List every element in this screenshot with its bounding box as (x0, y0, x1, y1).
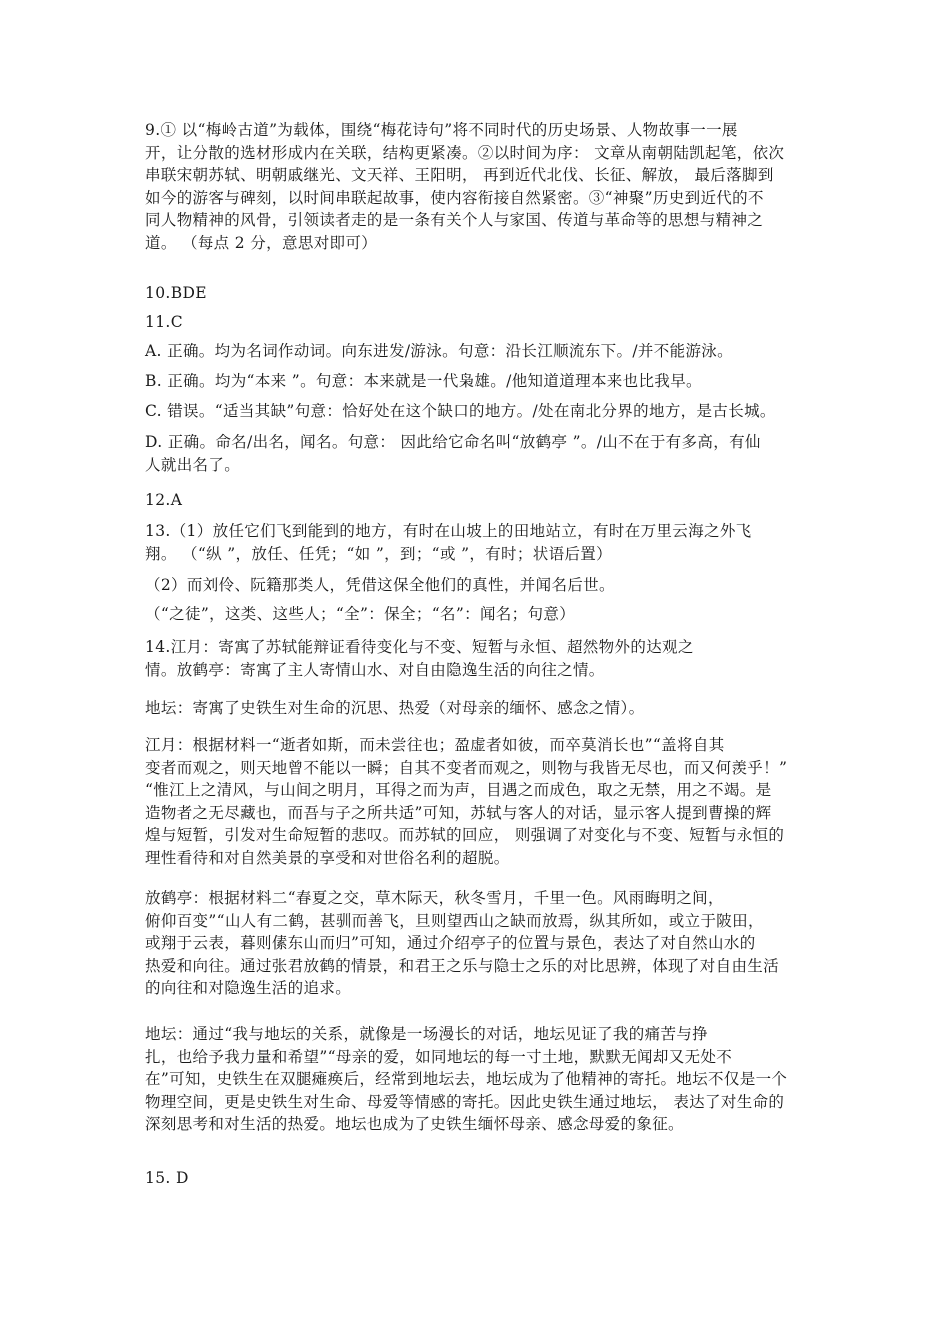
answer-10-text: 10.BDE (145, 284, 207, 302)
answer-11-d-line-1: D. 正确。命名/出名，闻名。句意： 因此给它命名叫“放鹤亭 ”。/山不在于有多高，有仙 (145, 433, 761, 451)
answer-11-option-d (145, 431, 817, 476)
answer-14-ditan (145, 1023, 817, 1136)
answer-14-fanghe-line-4: 热爱和向往。通过张君放鹤的情景，和君王之乐与隐士之乐的对比思辨，体现了对自由生活 (145, 956, 780, 975)
answer-14-jiangyue-line-4: 造物者之无尽藏也，而吾与子之所共适”可知，苏轼与客人的对话，显示客人提到曹操的辉 (145, 803, 772, 822)
answer-12 (145, 489, 817, 512)
answer-11-b-text: B. 正确。均为“本来 ”。句意：本来就是一代枭雄。/他知道道理本来也比我早。 (145, 372, 702, 390)
answer-14-ditan-line-4: 物理空间，更是史铁生对生命、母爱等情感的寄托。因此史铁生通过地坛， 表达了对生命的 (145, 1092, 785, 1111)
answer-11-option-a (145, 340, 817, 363)
answer-11-option-b (145, 370, 817, 393)
answer-14-intro-line-2: 情。放鹤亭：寄寓了主人寄情山水、对自由隐逸生活的向往之情。 (145, 660, 605, 679)
answer-9-line-5: 同人物精神的风骨，引领读者走的是一条有关个人与家国、传道与革命等的思想与精神之 (145, 211, 764, 230)
answer-9-line-2: 开，让分散的选材形成内在关联，结构更紧凑。②以时间为序： 文章从南朝陆凯起笔，依次 (145, 143, 785, 162)
answer-15-text: 15. D (145, 1169, 189, 1187)
answer-14-ditan-line-1: 地坛：通过“我与地坛的关系，就像是一场漫长的对话，地坛见证了我的痛苦与挣 (145, 1025, 709, 1043)
answer-12-text: 12.A (145, 491, 183, 509)
answer-11-c-text: C. 错误。“适当其缺”句意：恰好处在这个缺口的地方。/处在南北分界的地方，是古长城。 (145, 402, 776, 420)
answer-14-intro (145, 636, 817, 681)
answer-9-line-3: 串联宋朝苏轼、明朝戚继光、文天祥、王阳明， 再到近代北伐、长征、解放， 最后落脚到 (145, 166, 774, 185)
answer-13-p2-note: （“之徒”，这类、这些人；“全”：保全；“名”：闻名；句意） (145, 605, 576, 623)
answer-9-line-4: 如今的游客与碑刻，以时间串联起故事，使内容衔接自然紧密。③“神聚”历史到近代的不 (145, 188, 764, 207)
answer-14-ditan-line-2: 扎，也给予我力量和希望”“母亲的爱，如同地坛的每一寸土地，默默无闻却又无处不 (145, 1047, 733, 1066)
answer-11 (145, 311, 817, 334)
answer-11-choice: 11.C (145, 313, 183, 331)
answer-13-p1-line-1: 13.（1）放任它们飞到能到的地方，有时在山坡上的田地站立，有时在万里云海之外飞 (145, 522, 752, 540)
answer-14-ditan-summary (145, 697, 817, 720)
answer-13-p2-text: （2）而刘伶、阮籍那类人，凭借这保全他们的真性，并闻名后世。 (145, 576, 615, 594)
answer-14-ditan-line-3: 在”可知，史铁生在双腿瘫痪后，经常到地坛去，地坛成为了他精神的寄托。地坛不仅是一个 (145, 1070, 788, 1089)
answer-11-d-line-2: 人就出名了。 (145, 455, 241, 474)
answer-14-fanghe-line-1: 放鹤亭：根据材料二“春夏之交，草木际天，秋冬雪月，千里一色。风雨晦明之间， (145, 889, 724, 907)
answer-9 (145, 119, 817, 255)
answer-14-fanghe-line-2: 俯仰百变”“山人有二鹤，甚驯而善飞，旦则望西山之缺而放焉，纵其所如，或立于陂田， (145, 911, 764, 930)
answer-14-jiangyue-line-6: 理性看待和对自然美景的享受和对世俗名利的超脱。 (145, 848, 510, 867)
answer-15 (145, 1167, 817, 1190)
answer-14-jiangyue-line-2: 变者而观之，则天地曾不能以一瞬；自其不变者而观之，则物与我皆无尽也，而又何羡乎！” (145, 758, 788, 777)
answer-14-fanghe-line-5: 的向往和对隐逸生活的追求。 (145, 979, 352, 998)
answer-14-fanghe-line-3: 或翔于云表，暮则傃东山而归”可知，通过介绍亭子的位置与景色，表达了对自然山水的 (145, 934, 756, 953)
answer-9-line-6: 道。 （每点 2 分，意思对即可） (145, 233, 378, 252)
answer-11-a-text: A. 正确。均为名词作动词。向东进发/游泳。句意：沿长江顺流东下。/并不能游泳。 (145, 342, 733, 360)
answer-14-jiangyue-line-3: “惟江上之清风，与山间之明月，耳得之而为声，目遇之而成色，取之无禁，用之不竭。是 (145, 781, 772, 800)
answer-13-part-2-note (145, 603, 817, 626)
answer-10 (145, 282, 817, 305)
answer-14-jiangyue (145, 734, 817, 870)
answer-9-line-1: 9.① 以“梅岭古道”为载体，围绕“梅花诗句”将不同时代的历史场景、人物故事一一展 (145, 121, 738, 139)
answer-14-fanghe (145, 887, 817, 1000)
answer-13-part-1 (145, 520, 817, 565)
answer-11-option-c (145, 400, 817, 423)
answer-13-p1-line-2: 翔。 （“纵 ”，放任、任凭；“如 ”，到；“或 ”，有时；状语后置） (145, 544, 613, 563)
answer-13-part-2 (145, 574, 817, 597)
answer-14-jiangyue-line-5: 煌与短暂，引发对生命短暂的悲叹。而苏轼的回应， 则强调了对变化与不变、短暂与永恒的 (145, 826, 785, 845)
answer-14-ditan-line-5: 深刻思考和对生活的热爱。地坛也成为了史铁生缅怀母亲、感念母爱的象征。 (145, 1115, 684, 1134)
answer-14-intro-line-1: 14.江月：寄寓了苏轼能辩证看待变化与不变、短暂与永恒、超然物外的达观之 (145, 638, 694, 656)
answer-14-jiangyue-line-1: 江月：根据材料一“逝者如斯，而未尝往也；盈虚者如彼，而卒莫消长也”“盖将自其 (145, 736, 725, 754)
answer-14-ditan-summary-text: 地坛：寄寓了史铁生对生命的沉思、热爱（对母亲的缅怀、感念之情）。 (145, 699, 645, 717)
